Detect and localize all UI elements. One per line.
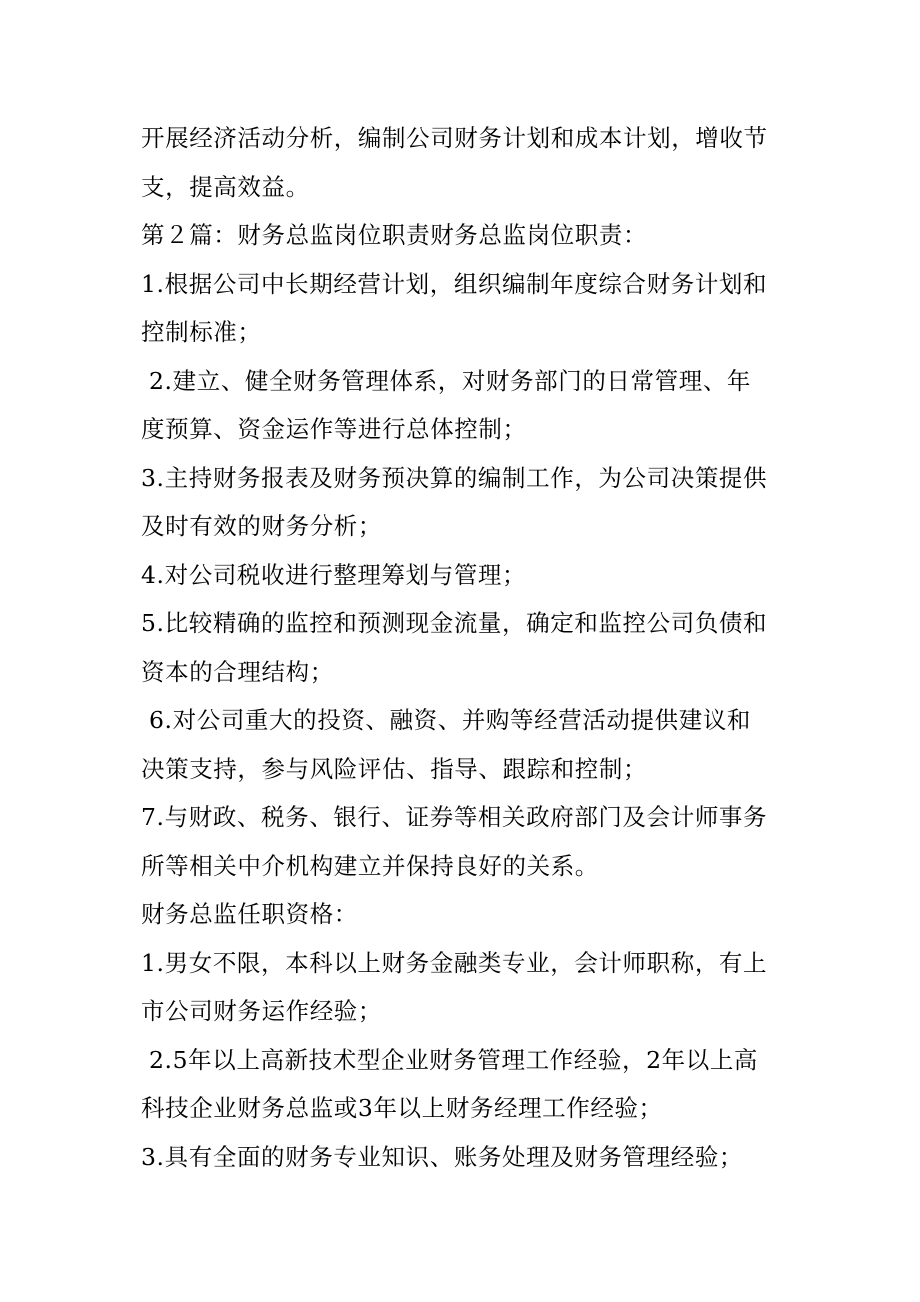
text-line: 科技企业财务总监或3年以上财务经理工作经验； bbox=[141, 1094, 663, 1122]
text-line: 决策支持，参与风险评估、指导、跟踪和控制； bbox=[141, 754, 648, 783]
text-line: 2.5年以上高新技术型企业财务管理工作经验，2年以上高 bbox=[149, 1045, 759, 1074]
text-line: 度预算、资金运作等进行总体控制； bbox=[141, 415, 527, 443]
text-line: 3.主持财务报表及财务预决算的编制工作，为公司决策提供 bbox=[141, 463, 768, 492]
text-line: 开展经济活动分析，编制公司财务计划和成本计划，增收节 bbox=[141, 124, 768, 152]
text-line: 资本的合理结构； bbox=[141, 657, 334, 686]
text-line: 5.比较精确的监控和预测现金流量，确定和监控公司负债和 bbox=[141, 609, 768, 637]
text-line: 及时有效的财务分析； bbox=[141, 512, 382, 540]
text-line: 支，提高效益。 bbox=[141, 172, 310, 201]
text-line: 7.与财政、税务、银行、证券等相关政府部门及会计师事务 bbox=[141, 803, 768, 831]
text-line: 1.根据公司中长期经营计划，组织编制年度综合财务计划和 bbox=[141, 269, 768, 298]
text-line: 1.男女不限，本科以上财务金融类专业，会计师职称，有上 bbox=[141, 948, 768, 977]
text-line: 2.建立、健全财务管理体系，对财务部门的日常管理、年 bbox=[149, 366, 752, 395]
document-body bbox=[141, 114, 786, 1181]
text-line: 控制标准； bbox=[141, 318, 262, 346]
text-line: 4.对公司税收进行整理筹划与管理； bbox=[141, 560, 527, 589]
text-line: 所等相关中介机构建立并保持良好的关系。 bbox=[141, 851, 599, 880]
section-heading: 第２篇：财务总监岗位职责财务总监岗位职责： bbox=[141, 221, 648, 249]
section-heading: 财务总监任职资格： bbox=[141, 900, 358, 928]
text-line: 3.具有全面的财务专业知识、账务处理及财务管理经验； bbox=[141, 1142, 744, 1171]
text-line: 6.对公司重大的投资、融资、并购等经营活动提供建议和 bbox=[149, 706, 752, 734]
text-line: 市公司财务运作经验； bbox=[141, 997, 382, 1025]
